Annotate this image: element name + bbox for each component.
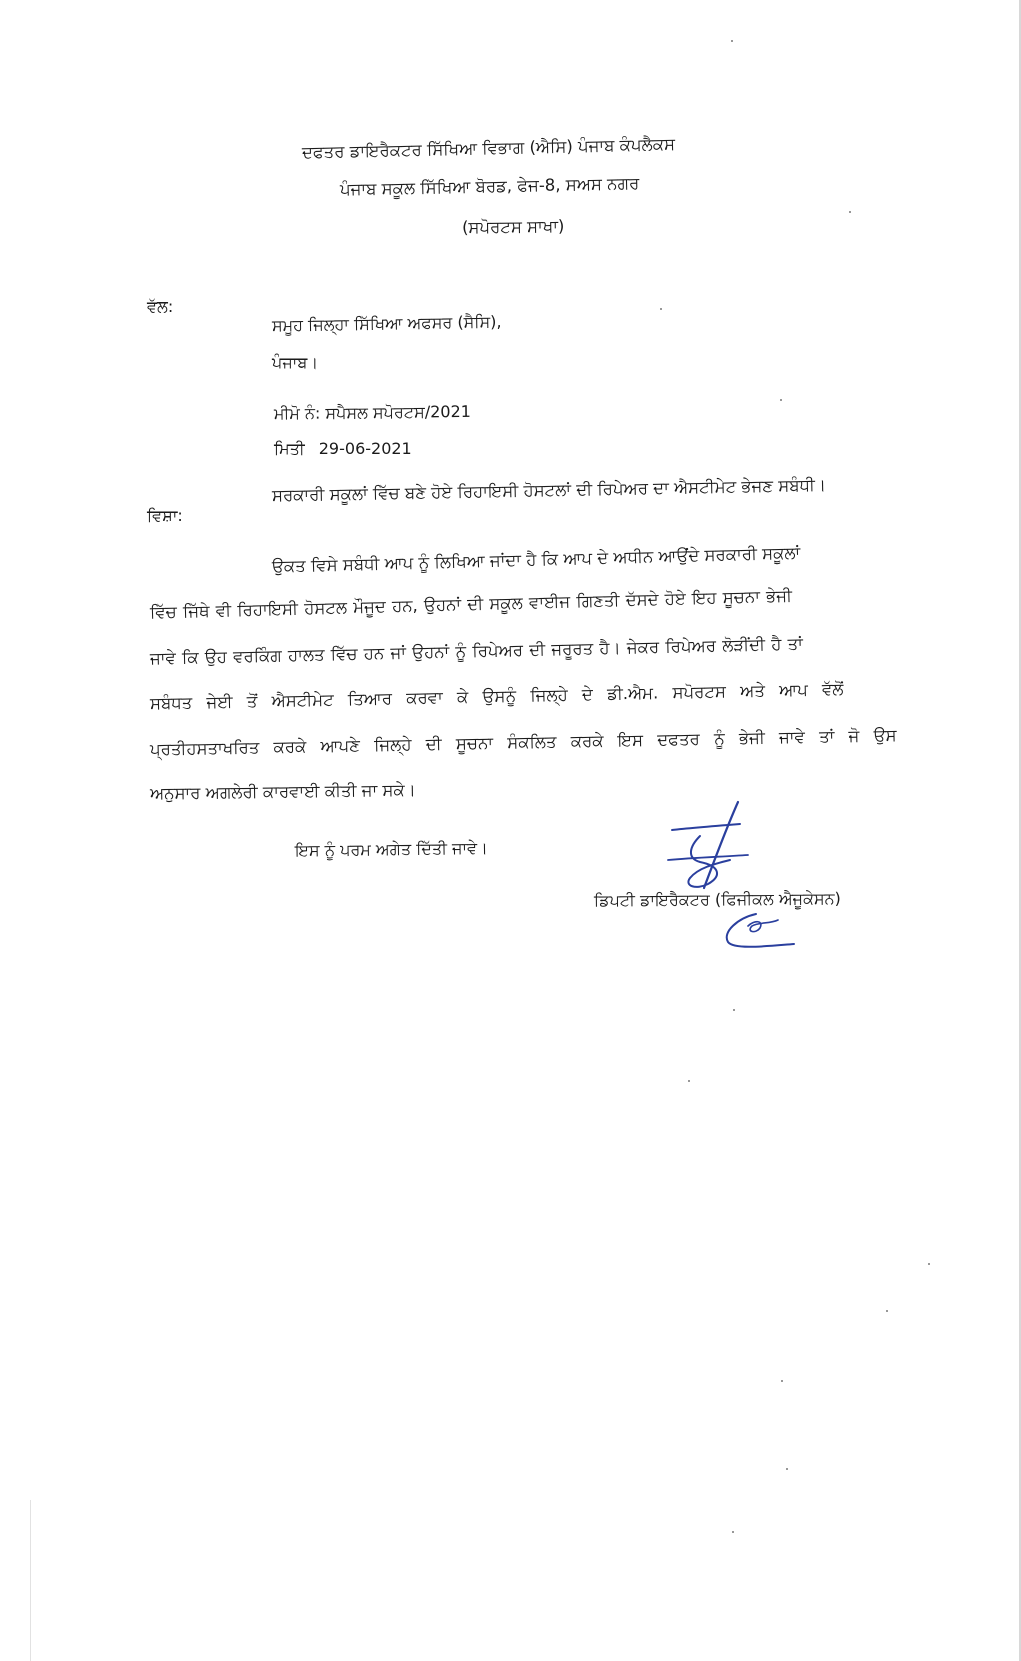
body-line: ਜਾਵੇ ਕਿ ਉਹ ਵਰਕਿੰਗ ਹਾਲਤ ਵਿੱਚ ਹਨ ਜਾਂ ਉਹਨਾਂ ਨੂੰ ਰਿਪੇਅਰ ਦੀ ਜਰੂਰਤ ਹੈ। ਜੇਕਰ ਰਿਪੇਅਰ ਲੋੜੀਂਦੀ ਹੈ ਤਾਂ (149, 634, 804, 668)
scan-speck (886, 1310, 888, 1312)
signature-stroke (704, 802, 738, 888)
body-line: ਸਬੰਧਤ ਜੇਈ ਤੋਂ ਐਸਟੀਮੇਟ ਤਿਆਰ ਕਰਵਾ ਕੇ ਉਸਨੂੰ ਜਿਲ੍ਹੇ ਦੇ ਡੀ.ਐਮ. ਸਪੋਰਟਸ ਅਤੇ ਆਪ ਵੱਲੋਂ (149, 679, 844, 713)
signature-mark (660, 800, 770, 895)
office-branch: (ਸਪੋਰਟਸ ਸਾਖਾ) (461, 216, 565, 237)
scan-speck (781, 1380, 783, 1382)
date-value: 29-06-2021 (318, 439, 412, 458)
body-line: ਪ੍ਰਤੀਹਸਤਾਖਰਿਤ ਕਰਕੇ ਆਪਣੇ ਜਿਲ੍ਹੇ ਦੀ ਸੂਚਨਾ ਸੰਕਲਿਤ ਕਰਕੇ ਇਸ ਦਫਤਰ ਨੂੰ ਭੇਜੀ ਜਾਵੇ ਤਾਂ ਜੋ ਉਸ (149, 725, 897, 759)
initials-stroke (727, 914, 794, 947)
subject-label: ਵਿਸ਼ਾ: (147, 506, 183, 525)
scan-speck (786, 1468, 788, 1470)
scan-speck (733, 1009, 735, 1011)
addressee-label: ਵੱਲ: (147, 297, 174, 316)
scan-speck (660, 308, 662, 310)
scan-speck (731, 40, 733, 42)
signature-stroke (672, 824, 740, 830)
signatory-designation: ਡਿਪਟੀ ਡਾਇਰੈਕਟਰ (ਫਿਜੀਕਲ ਐਜੂਕੇਸਨ) (593, 888, 841, 910)
addressee-line-2: ਪੰਜਾਬ। (272, 353, 319, 372)
scan-speck (780, 399, 782, 401)
signature-stroke (688, 836, 730, 887)
subject-text: ਸਰਕਾਰੀ ਸਕੂਲਾਂ ਵਿੱਚ ਬਣੇ ਹੋਏ ਰਿਹਾਇਸੀ ਹੋਸਟਲਾਂ ਦੀ ਰਿਪੇਅਰ ਦਾ ਐਸਟੀਮੇਟ ਭੇਜਣ ਸਬੰਧੀ। (271, 475, 827, 505)
date-label: ਮਿਤੀ (274, 439, 305, 458)
scan-speck (688, 1080, 690, 1082)
scan-speck (849, 211, 851, 213)
initials-mark (718, 908, 798, 953)
scan-speck (732, 1531, 734, 1533)
closing-line: ਇਸ ਨੂੰ ਪਰਮ ਅਗੇਤ ਦਿੱਤੀ ਜਾਵੇ। (294, 838, 489, 860)
scan-speck (928, 1263, 930, 1265)
body-line: ਉਕਤ ਵਿਸੇ ਸਬੰਧੀ ਆਪ ਨੂੰ ਲਿਖਿਆ ਜਾਂਦਾ ਹੈ ਕਿ ਆਪ ਦੇ ਅਧੀਨ ਆਉਂਦੇ ਸਰਕਾਰੀ ਸਕੂਲਾਂ (271, 543, 801, 576)
memo-date (274, 439, 412, 459)
memo-number: ਮੀਮੋ ਨੰ: ਸਪੈਸਲ ਸਪੋਰਟਸ/2021 (273, 401, 471, 423)
initials-stroke (748, 920, 778, 932)
body-line: ਵਿੱਚ ਜਿੱਥੇ ਵੀ ਰਿਹਾਇਸੀ ਹੋਸਟਲ ਮੌਜੂਦ ਹਨ, ਉਹਨਾਂ ਦੀ ਸਕੂਲ ਵਾਈਜ ਗਿਣਤੀ ਦੱਸਦੇ ਹੋਏ ਇਹ ਸੂਚਨਾ ਭੇਜੀ (149, 586, 793, 622)
addressee-line-1: ਸਮੂਹ ਜਿਲ੍ਹਾ ਸਿੱਖਿਆ ਅਫਸਰ (ਸੈਸਿ), (271, 311, 502, 335)
office-address: ਪੰਜਾਬ ਸਕੂਲ ਸਿੱਖਿਆ ਬੋਰਡ, ਫੇਜ-8, ਸਅਸ ਨਗਰ (339, 173, 640, 199)
scan-edge-left (30, 1500, 31, 1661)
office-name: ਦਫਤਰ ਡਾਇਰੈਕਟਰ ਸਿੱਖਿਆ ਵਿਭਾਗ (ਐਸਿ) ਪੰਜਾਬ ਕੰਪਲੈਕਸ (301, 134, 676, 162)
body-line: ਅਨੁਸਾਰ ਅਗਲੇਰੀ ਕਾਰਵਾਈ ਕੀਤੀ ਜਾ ਸਕੇ। (149, 780, 416, 803)
signature-stroke (668, 855, 748, 860)
